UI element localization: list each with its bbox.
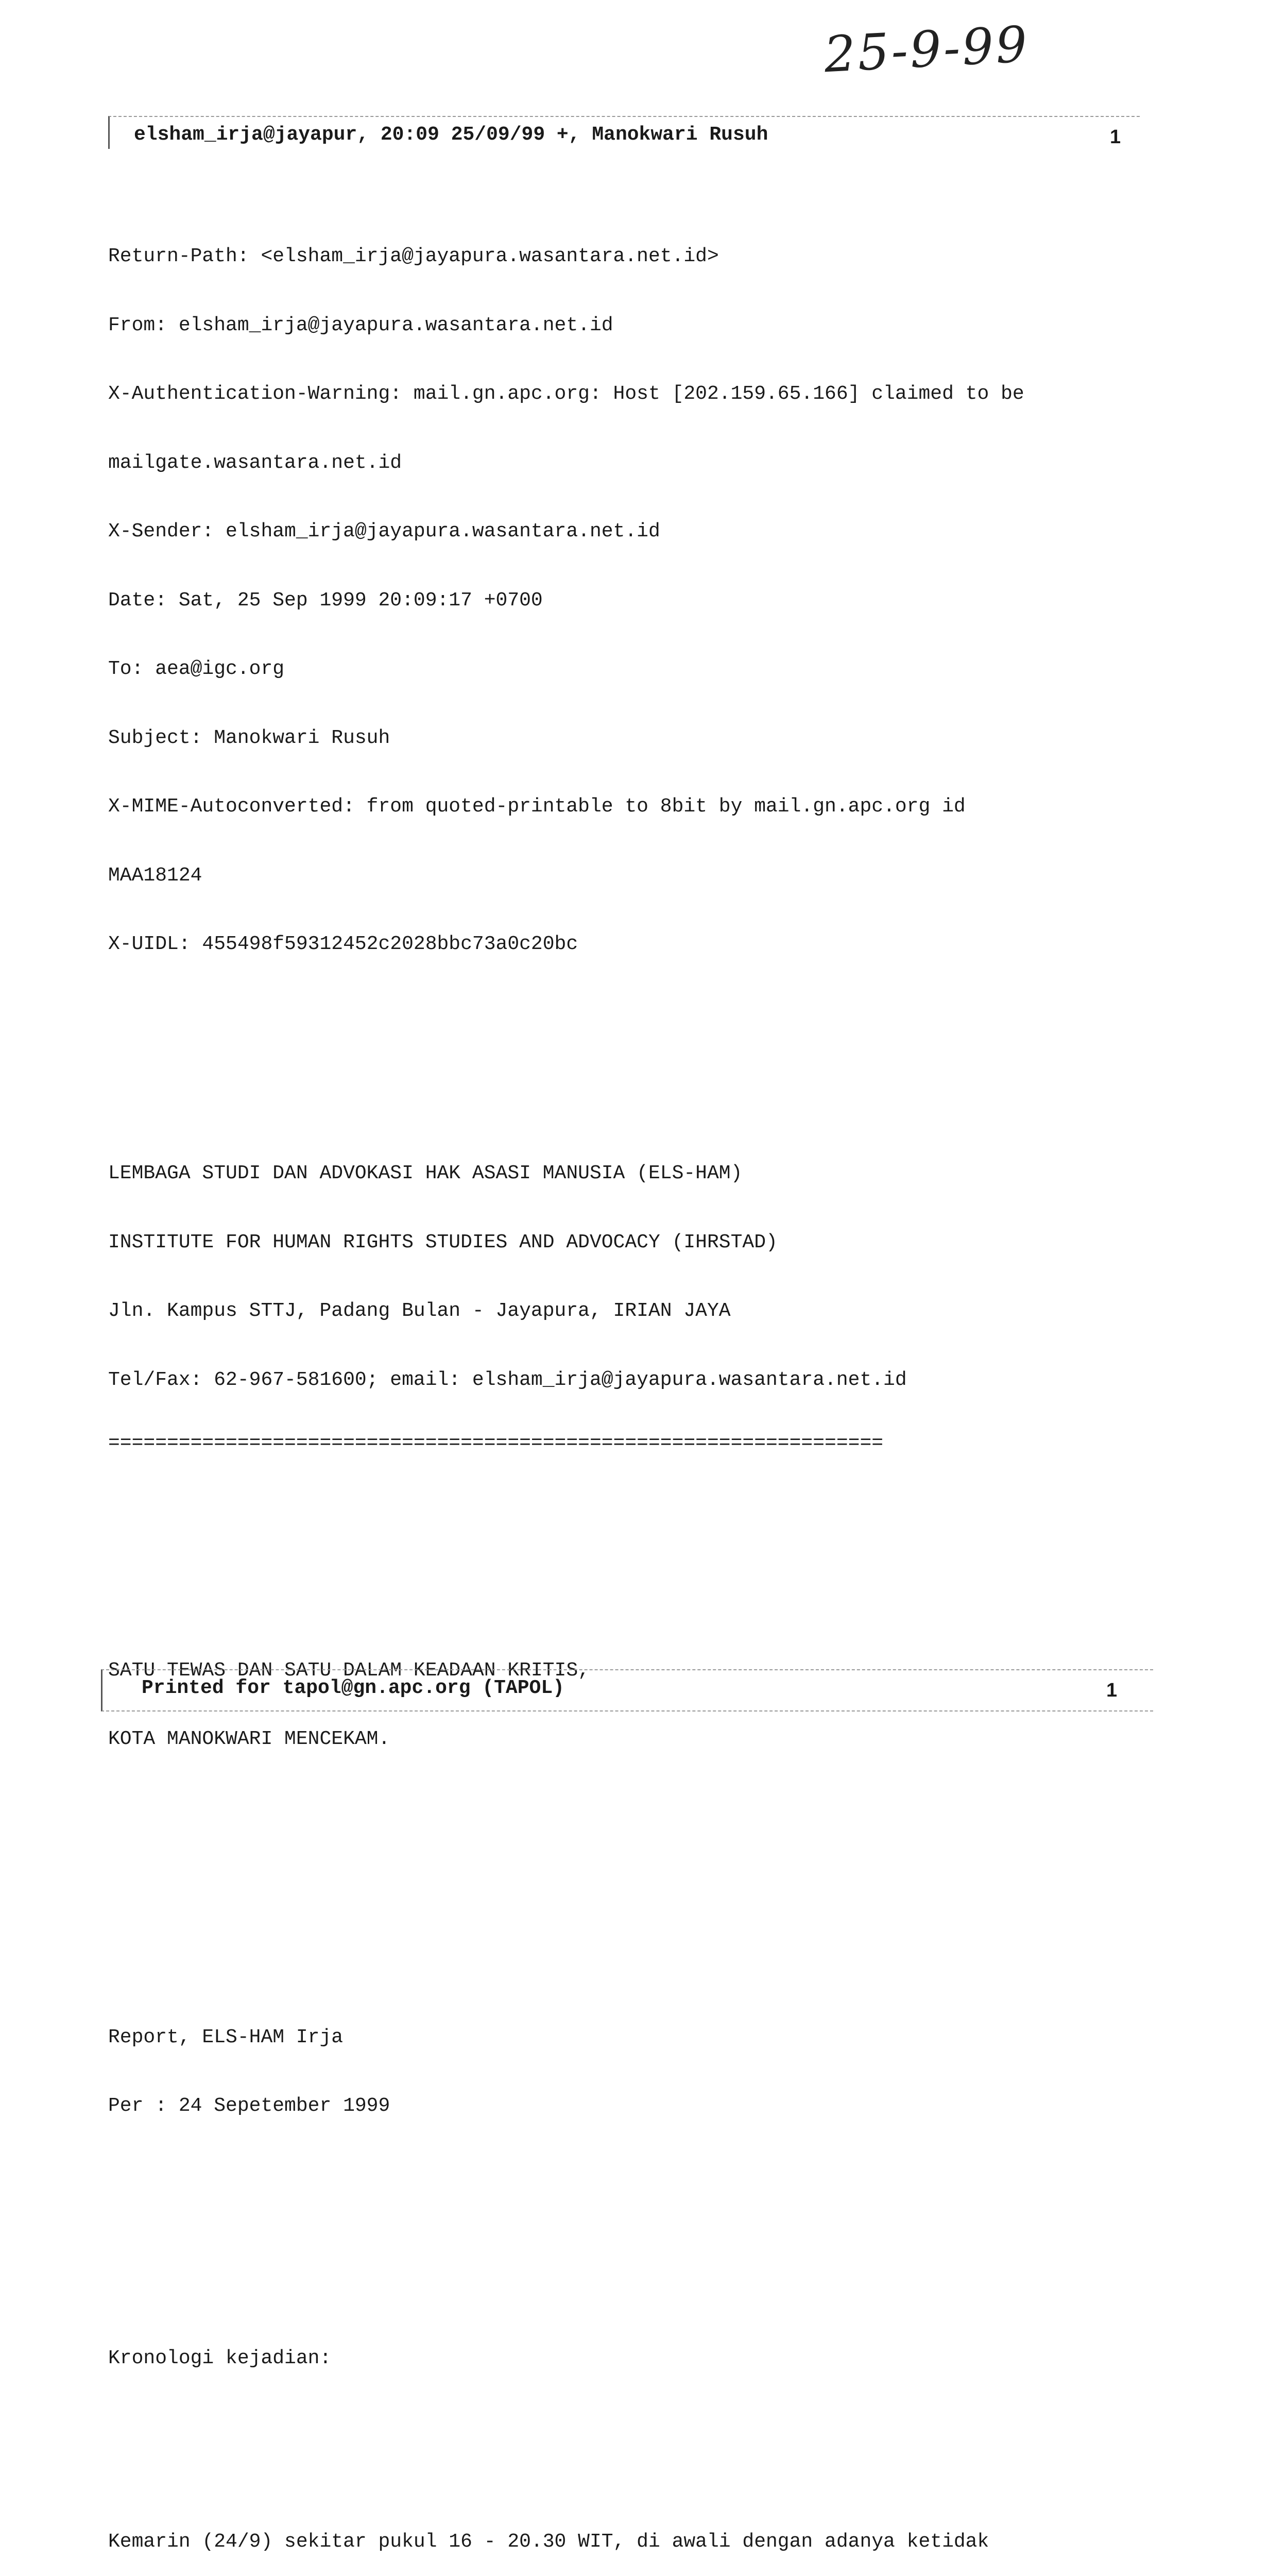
handwritten-date: 25-9-99 <box>822 15 1031 84</box>
header-auth-warning: X-Authentication-Warning: mail.gn.apc.org: Host [202.159.65.166] claimed to be <box>108 383 1169 406</box>
organization-block <box>108 1116 1169 1499</box>
paragraph-intro-line: Kemarin (24/9) sekitar pukul 16 - 20.30 WIT, di awali dengan adanya ketidak <box>108 2531 1169 2554</box>
header-subject: Subject: Manokwari Rusuh <box>108 727 1169 750</box>
email-headers <box>108 199 1169 1002</box>
chronology-title: Kronologi kejadian: <box>108 2347 1169 2370</box>
headline-line-1: SATU TEWAS DAN SATU DALAM KEADAAN KRITIS, <box>108 1659 1169 1683</box>
email-body <box>108 154 1169 2576</box>
org-contact: Tel/Fax: 62-967-581600; email: elsham_irja@jayapura.wasantara.net.id <box>108 1369 1169 1392</box>
header-auth-warning-cont: mailgate.wasantara.net.id <box>108 452 1169 475</box>
header-mime: X-MIME-Autoconverted: from quoted-printable to 8bit by mail.gn.apc.org id <box>108 795 1169 819</box>
print-footer-page-number: 1 <box>1106 1680 1117 1702</box>
report-block <box>108 1980 1169 2164</box>
print-header-title: elsham_irja@jayapur, 20:09 25/09/99 +, Manokwari Rusuh <box>134 124 768 146</box>
org-divider: ================================================================== <box>108 1437 1169 1453</box>
org-name-id: LEMBAGA STUDI DAN ADVOKASI HAK ASASI MANUSIA (ELS-HAM) <box>108 1162 1169 1185</box>
print-header-page-number: 1 <box>1110 126 1121 148</box>
header-uidl: X-UIDL: 455498f59312452c2028bbc73a0c20bc <box>108 933 1169 956</box>
report-date: Per : 24 Sepetember 1999 <box>108 2095 1169 2118</box>
header-date: Date: Sat, 25 Sep 1999 20:09:17 +0700 <box>108 589 1169 613</box>
header-from: From: elsham_irja@jayapura.wasantara.net.id <box>108 314 1169 337</box>
headline-line-2: KOTA MANOKWARI MENCEKAM. <box>108 1728 1169 1751</box>
header-x-sender: X-Sender: elsham_irja@jayapura.wasantara.net.id <box>108 520 1169 544</box>
org-name-en: INSTITUTE FOR HUMAN RIGHTS STUDIES AND ADVOCACY (IHRSTAD) <box>108 1231 1169 1255</box>
paragraph-intro <box>108 2485 1169 2576</box>
print-footer-text: Printed for tapol@gn.apc.org (TAPOL) <box>142 1677 564 1699</box>
report-source: Report, ELS-HAM Irja <box>108 2026 1169 2049</box>
header-mime-cont: MAA18124 <box>108 865 1169 888</box>
header-to: To: aea@igc.org <box>108 658 1169 681</box>
org-address: Jln. Kampus STTJ, Padang Bulan - Jayapura, IRIAN JAYA <box>108 1300 1169 1323</box>
header-return-path: Return-Path: <elsham_irja@jayapura.wasantara.net.id> <box>108 245 1169 268</box>
